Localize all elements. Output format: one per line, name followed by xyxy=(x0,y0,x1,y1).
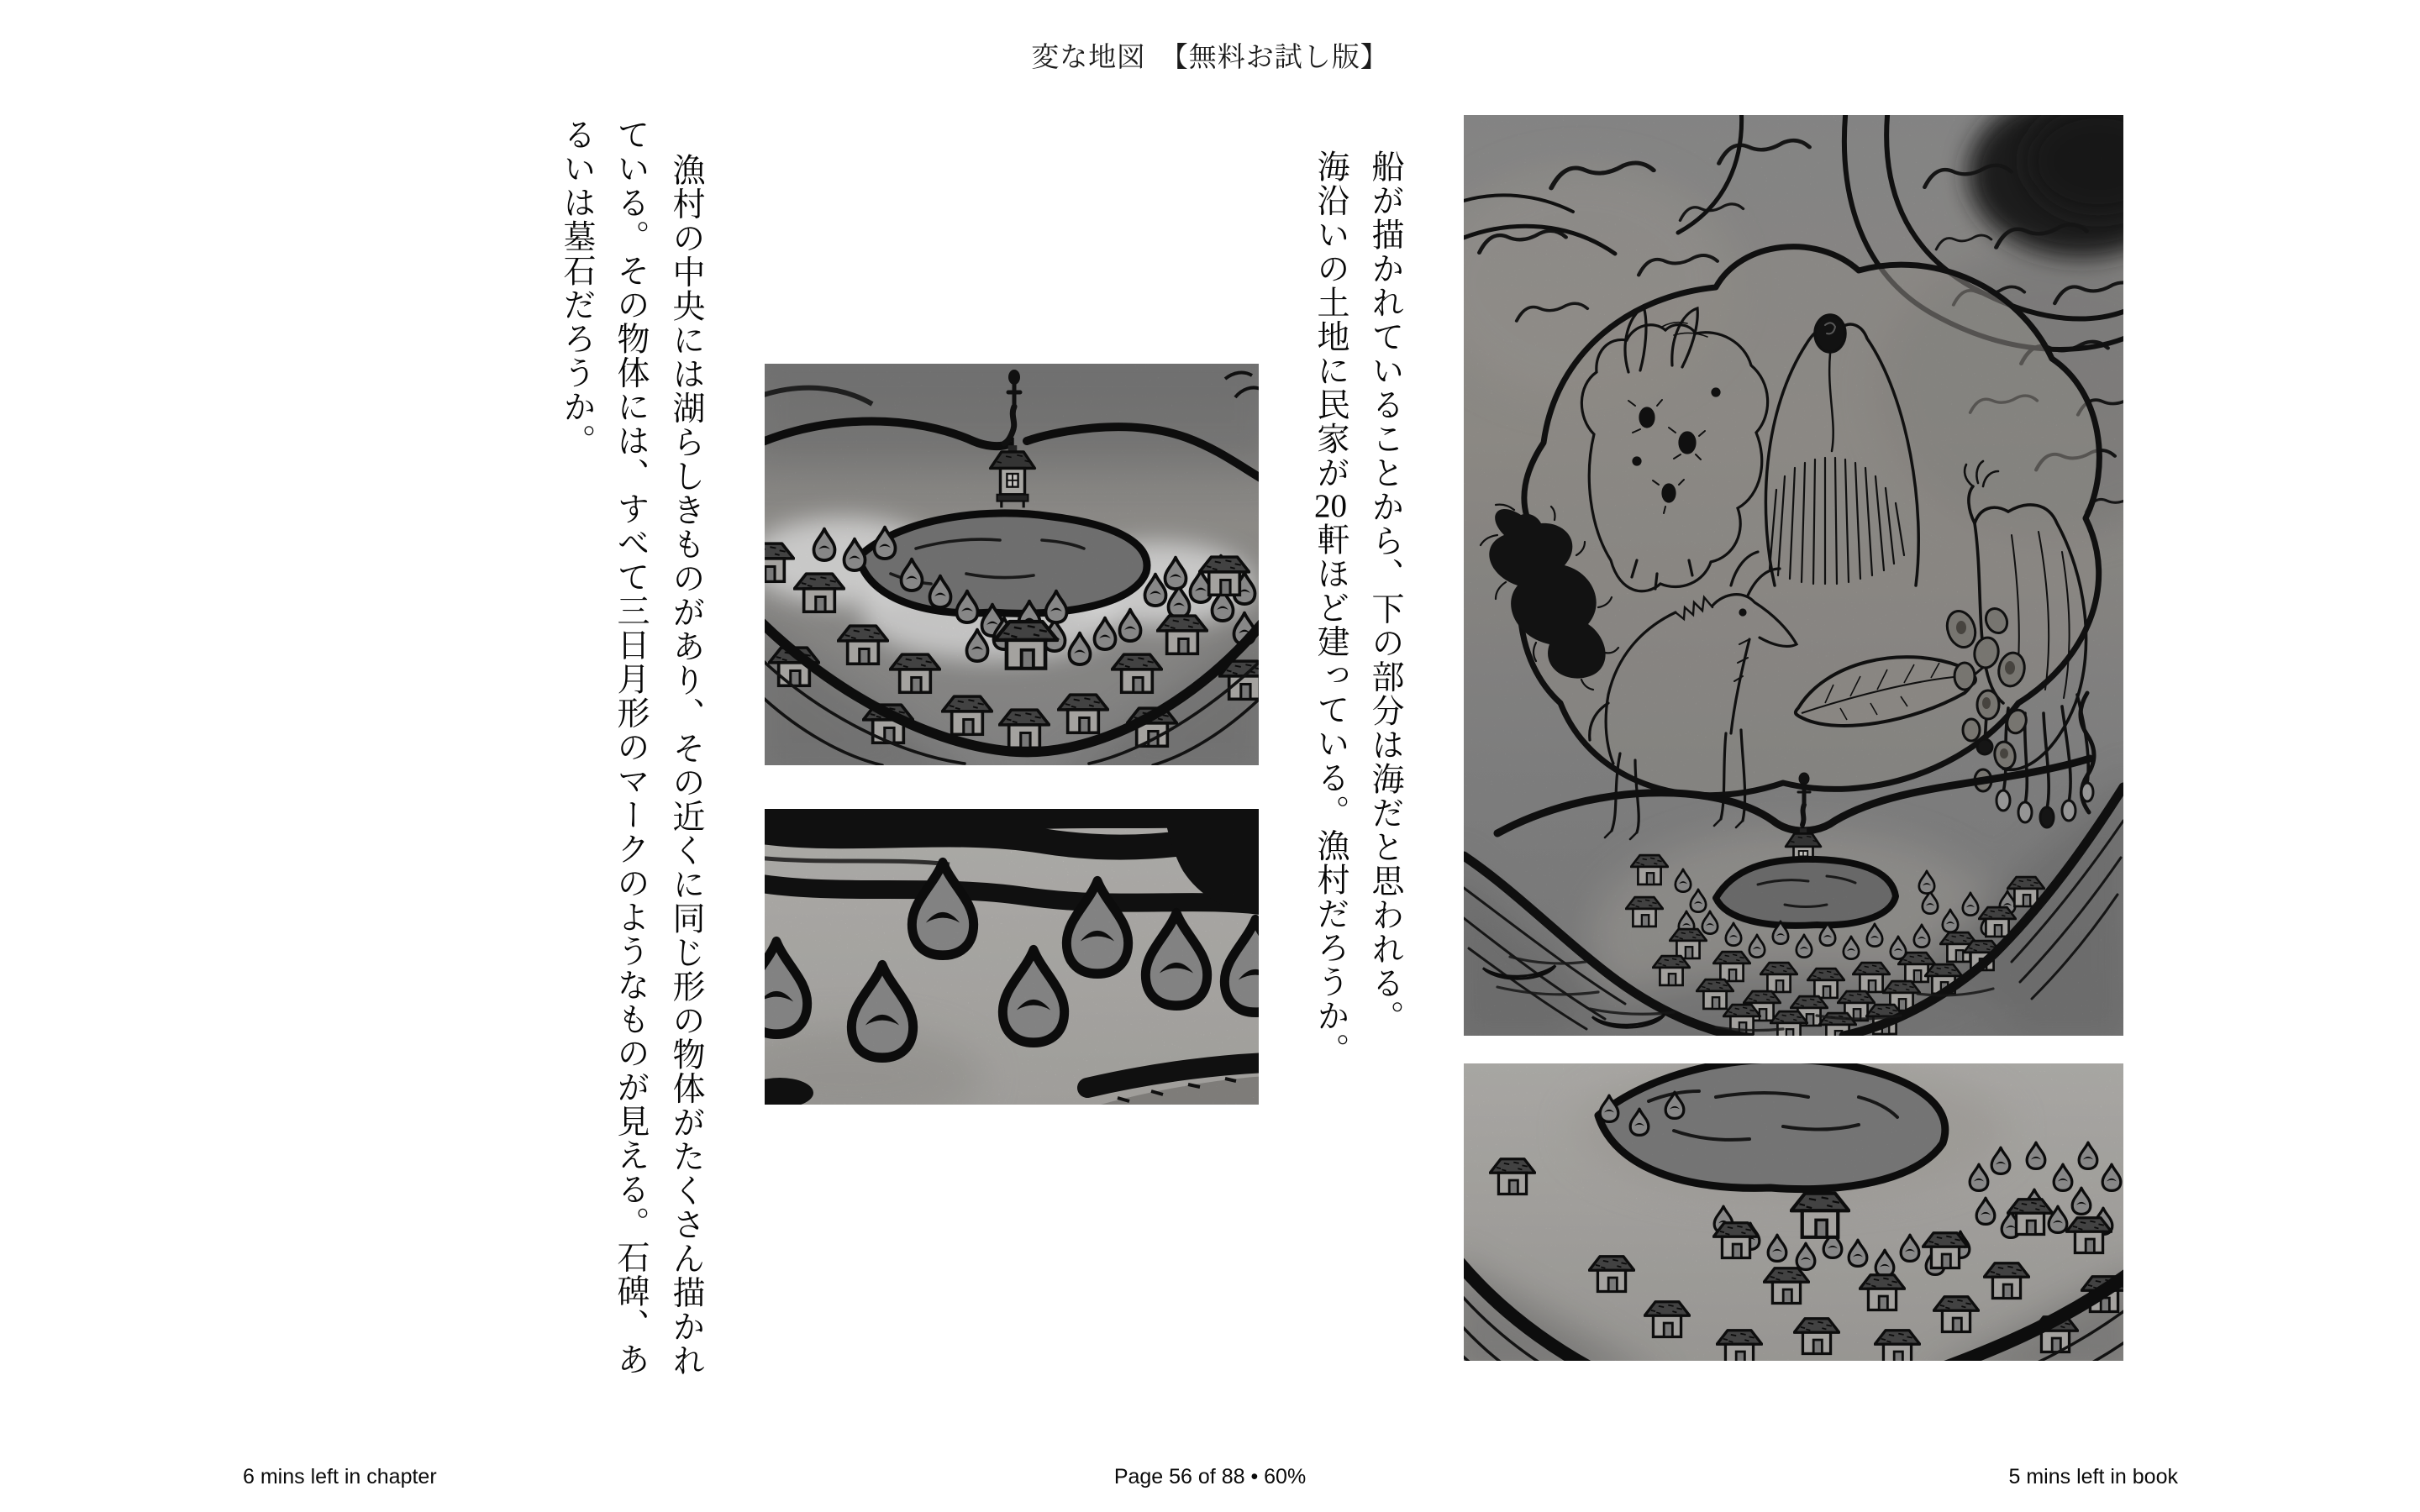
creature-map-image xyxy=(1464,115,2123,1036)
village-shore-figure xyxy=(1464,1063,2123,1361)
village-closeup-figure xyxy=(765,364,1259,765)
left-page-text-column-1: 漁村の中央には湖らしきものがあり、その近くに同じ形の物体がたくさん描かれ xyxy=(668,153,704,1378)
page-progress: Page 56 of 88 • 60% xyxy=(1113,1465,1307,1488)
gravestones-closeup-image xyxy=(765,809,1259,1105)
book-title: 変な地図 【無料お試し版】 xyxy=(1031,41,1389,72)
village-closeup-image xyxy=(765,364,1259,765)
page-right[interactable] xyxy=(1210,0,2420,1512)
chapter-time-remaining: 6 mins left in chapter xyxy=(243,1465,437,1488)
book-time-remaining: 5 mins left in book xyxy=(2008,1465,2178,1488)
right-page-text-column-2 xyxy=(1303,150,1358,1067)
gravestones-closeup-figure xyxy=(765,809,1259,1105)
left-page-text-column-2: ている。その物体には、すべて三日月形のマークのようなものが見える。石碑、あ xyxy=(613,118,649,1377)
text-before-number: 海沿いの土地に民家が xyxy=(1313,150,1349,490)
right-page-text-column-1: 船が描かれていることから、下の部分は海だと思われる。 xyxy=(1367,150,1403,1034)
left-page-text-column-3: るいは墓石だろうか。 xyxy=(559,118,595,458)
text-after-number: 軒ほど建っている。漁村だろうか。 xyxy=(1313,522,1349,1067)
house-count-number: 20 xyxy=(1314,490,1347,522)
creature-map-figure xyxy=(1464,115,2123,1036)
village-shore-image xyxy=(1464,1063,2123,1361)
